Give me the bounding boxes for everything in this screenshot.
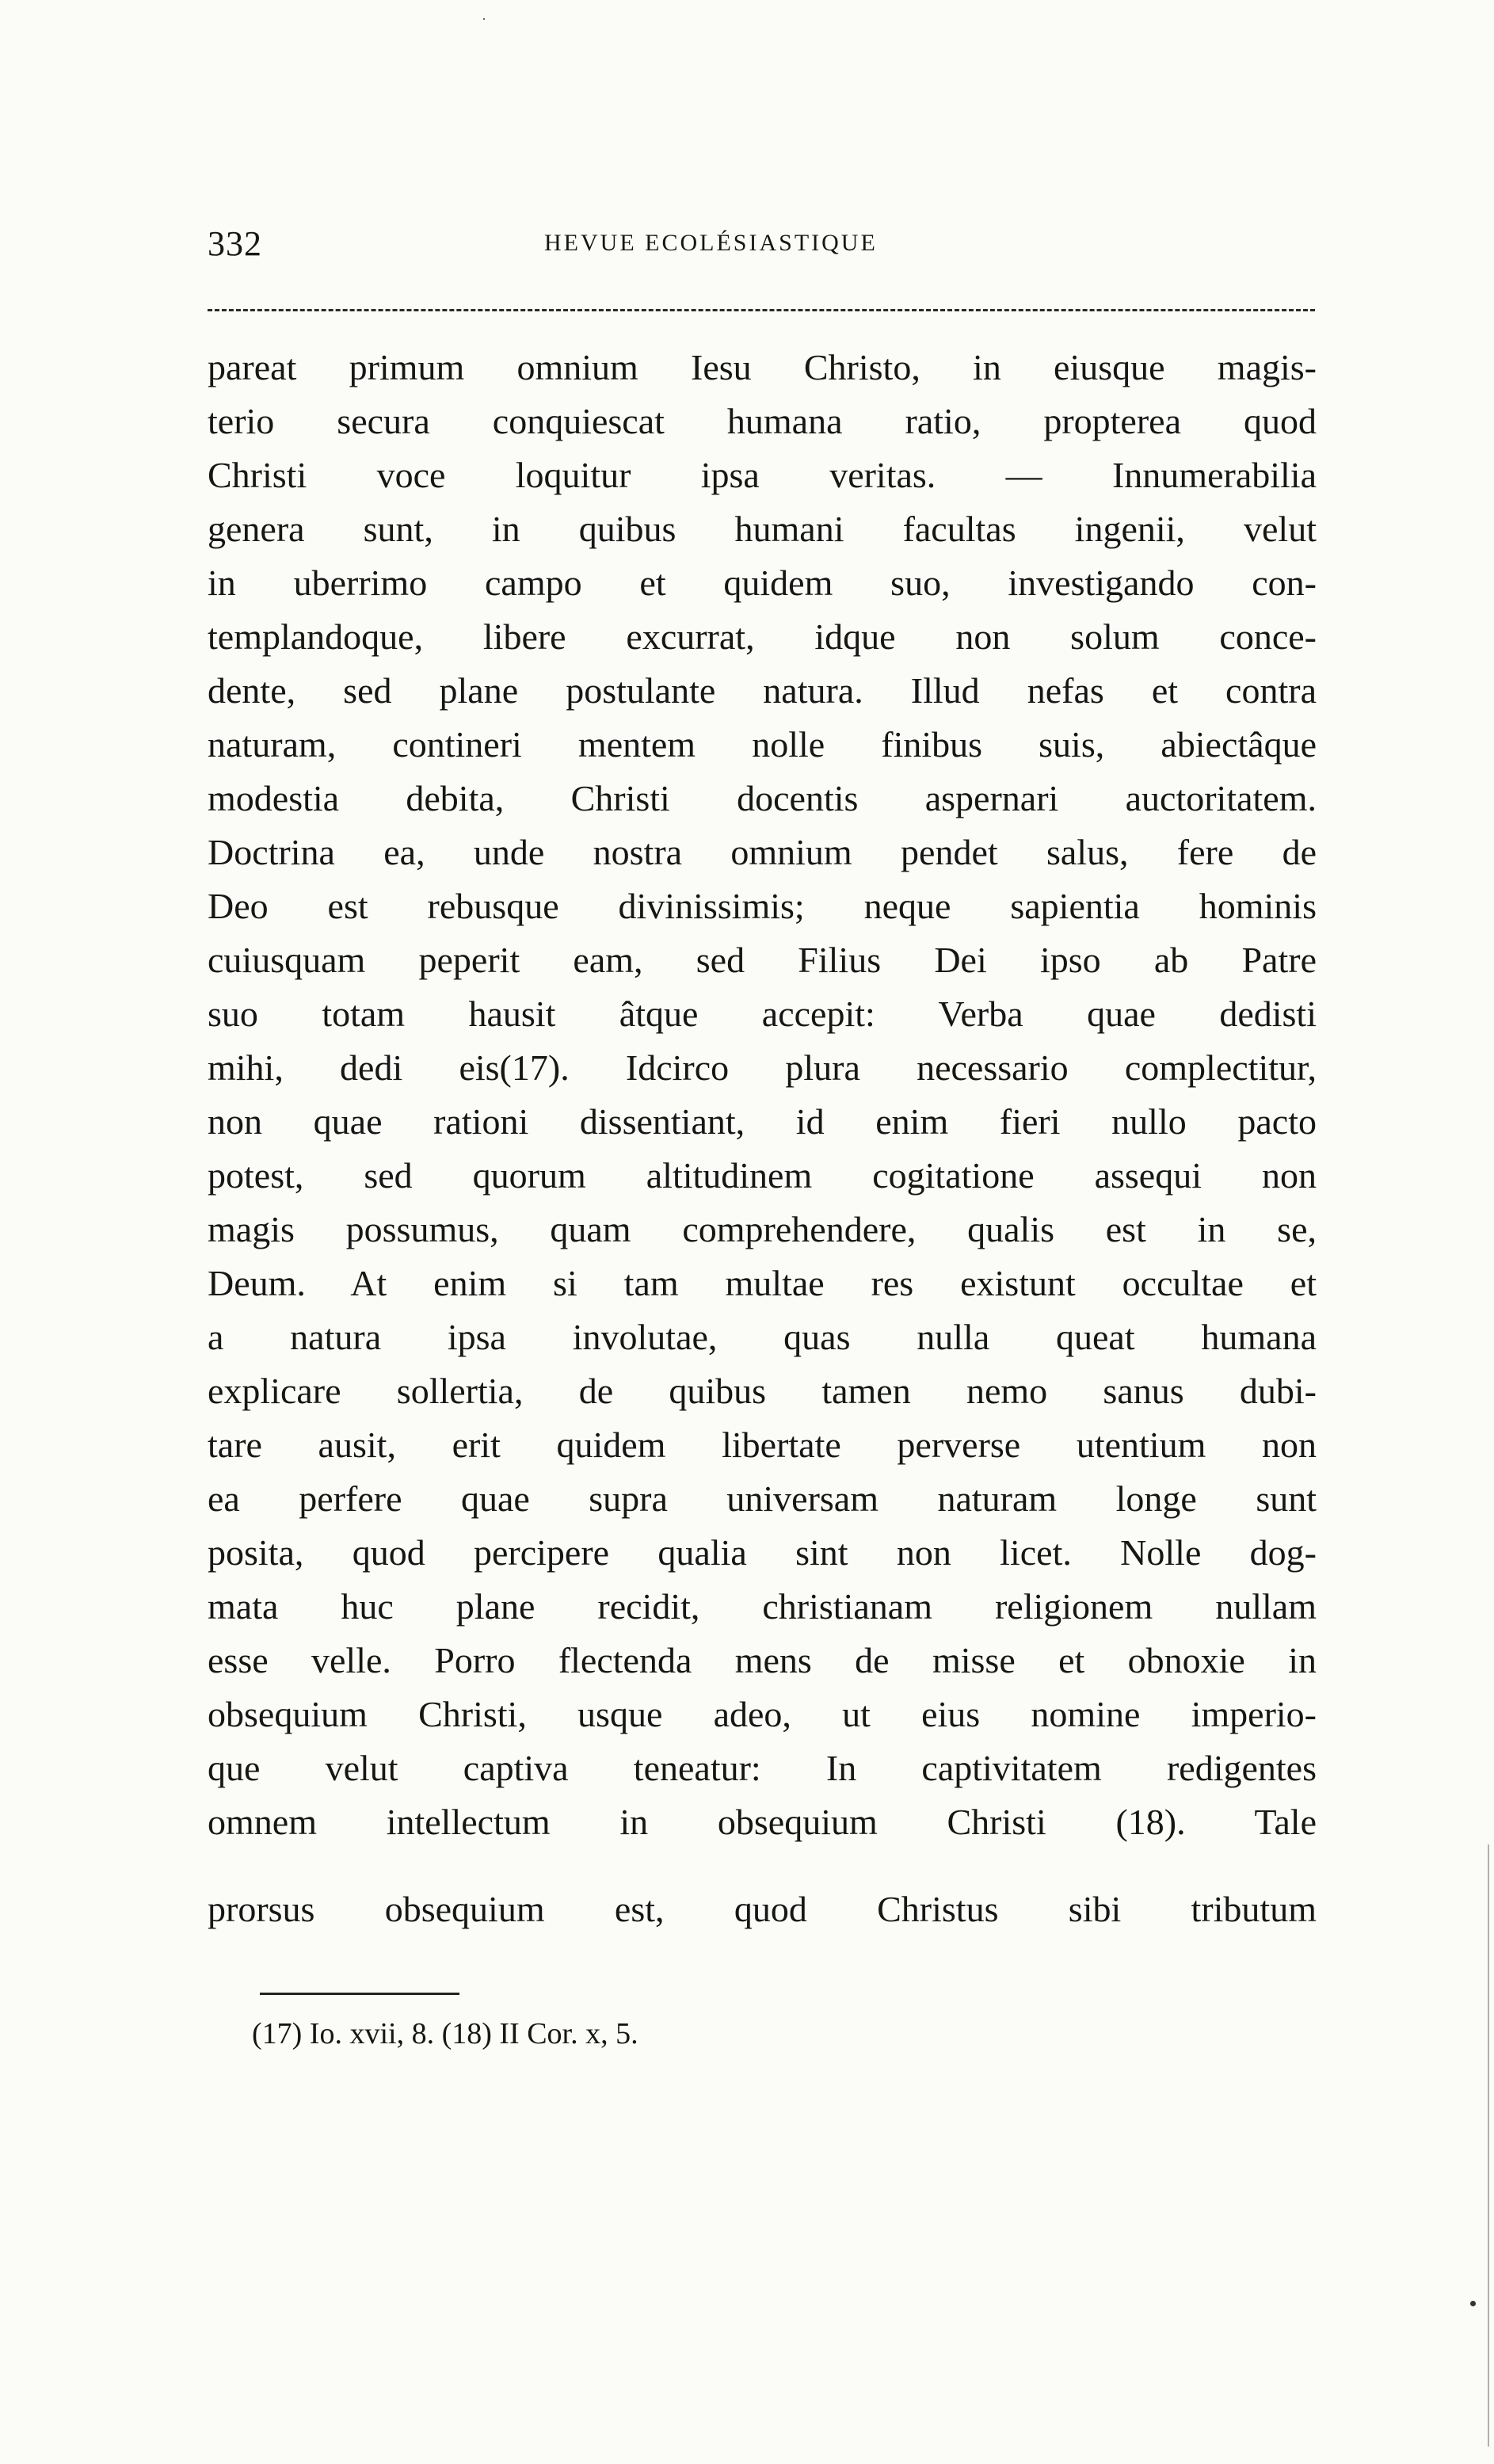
text-line: non quae rationi dissentiant, id enim fieri nullo pacto [208,1101,1317,1142]
text-line: mihi, dedi eis(17). Idcirco plura necessario complectitur, [208,1047,1317,1088]
text-line: omnem intellectum in obsequium Christi (18). Tale [208,1802,1317,1842]
footnotes: (17) Io. xvii, 8. (18) II Cor. x, 5. [252,2017,638,2050]
main-paragraph [208,341,1317,1849]
text-line: terio secura conquiescat humana ratio, propterea quod [208,401,1317,441]
text-line: esse velle. Porro flectenda mens de misse et obnoxie in [208,1640,1317,1680]
text-line: in uberrimo campo et quidem suo, investigando con- [208,563,1317,603]
text-line: cuiusquam peperit eam, sed Filius Dei ipso ab Patre [208,940,1317,980]
scan-edge-line [1488,1844,1489,2447]
continuation-line: prorsus obsequium est, quod Christus sibi tributum [208,1889,1317,1929]
footnote-rule [260,1993,459,1995]
text-line: que velut captiva teneatur: In captivitatem redigentes [208,1748,1317,1788]
scan-speck [483,18,485,20]
text-line: mata huc plane recidit, christianam religionem nullam [208,1586,1317,1627]
text-line: pareat primum omnium Iesu Christo, in eiusque magis- [208,347,1317,387]
text-line: magis possumus, quam comprehendere, qualis est in se, [208,1209,1317,1249]
text-line: modestia debita, Christi docentis aspernari auctoritatem. [208,778,1317,818]
text-line: ea perfere quae supra universam naturam longe sunt [208,1478,1317,1519]
text-line: genera sunt, in quibus humani facultas ingenii, velut [208,509,1317,549]
text-line: templandoque, libere excurrat, idque non solum conce- [208,616,1317,657]
text-line: suo totam hausit âtque accepit: Verba quae dedisti [208,994,1317,1034]
text-line: Deo est rebusque divinissimis; neque sapientia hominis [208,886,1317,926]
page-number: 332 [208,224,262,263]
text-line: explicare sollertia, de quibus tamen nemo sanus dubi- [208,1371,1317,1411]
text-line: dente, sed plane postulante natura. Illud nefas et contra [208,670,1317,711]
text-line: Deum. At enim si tam multae res existunt occultae et [208,1263,1317,1303]
text-line: Christi voce loquitur ipsa veritas. — Innumerabilia [208,455,1317,495]
running-title: HEVUE ECOLÉSIASTIQUE [544,230,878,256]
text-line: a natura ipsa involutae, quas nulla queat humana [208,1317,1317,1357]
text-line: Doctrina ea, unde nostra omnium pendet salus, fere de [208,832,1317,872]
page-header [208,223,1317,271]
text-line: tare ausit, erit quidem libertate perverse utentium non [208,1425,1317,1465]
scan-speck [1470,2301,1476,2306]
text-line: posita, quod percipere qualia sint non licet. Nolle dog- [208,1532,1317,1573]
text-line: obsequium Christi, usque adeo, ut eius nomine imperio- [208,1694,1317,1734]
header-rule [208,309,1315,311]
text-line: naturam, contineri mentem nolle finibus suis, abiectâque [208,724,1317,765]
text-line: potest, sed quorum altitudinem cogitatione assequi non [208,1155,1317,1196]
